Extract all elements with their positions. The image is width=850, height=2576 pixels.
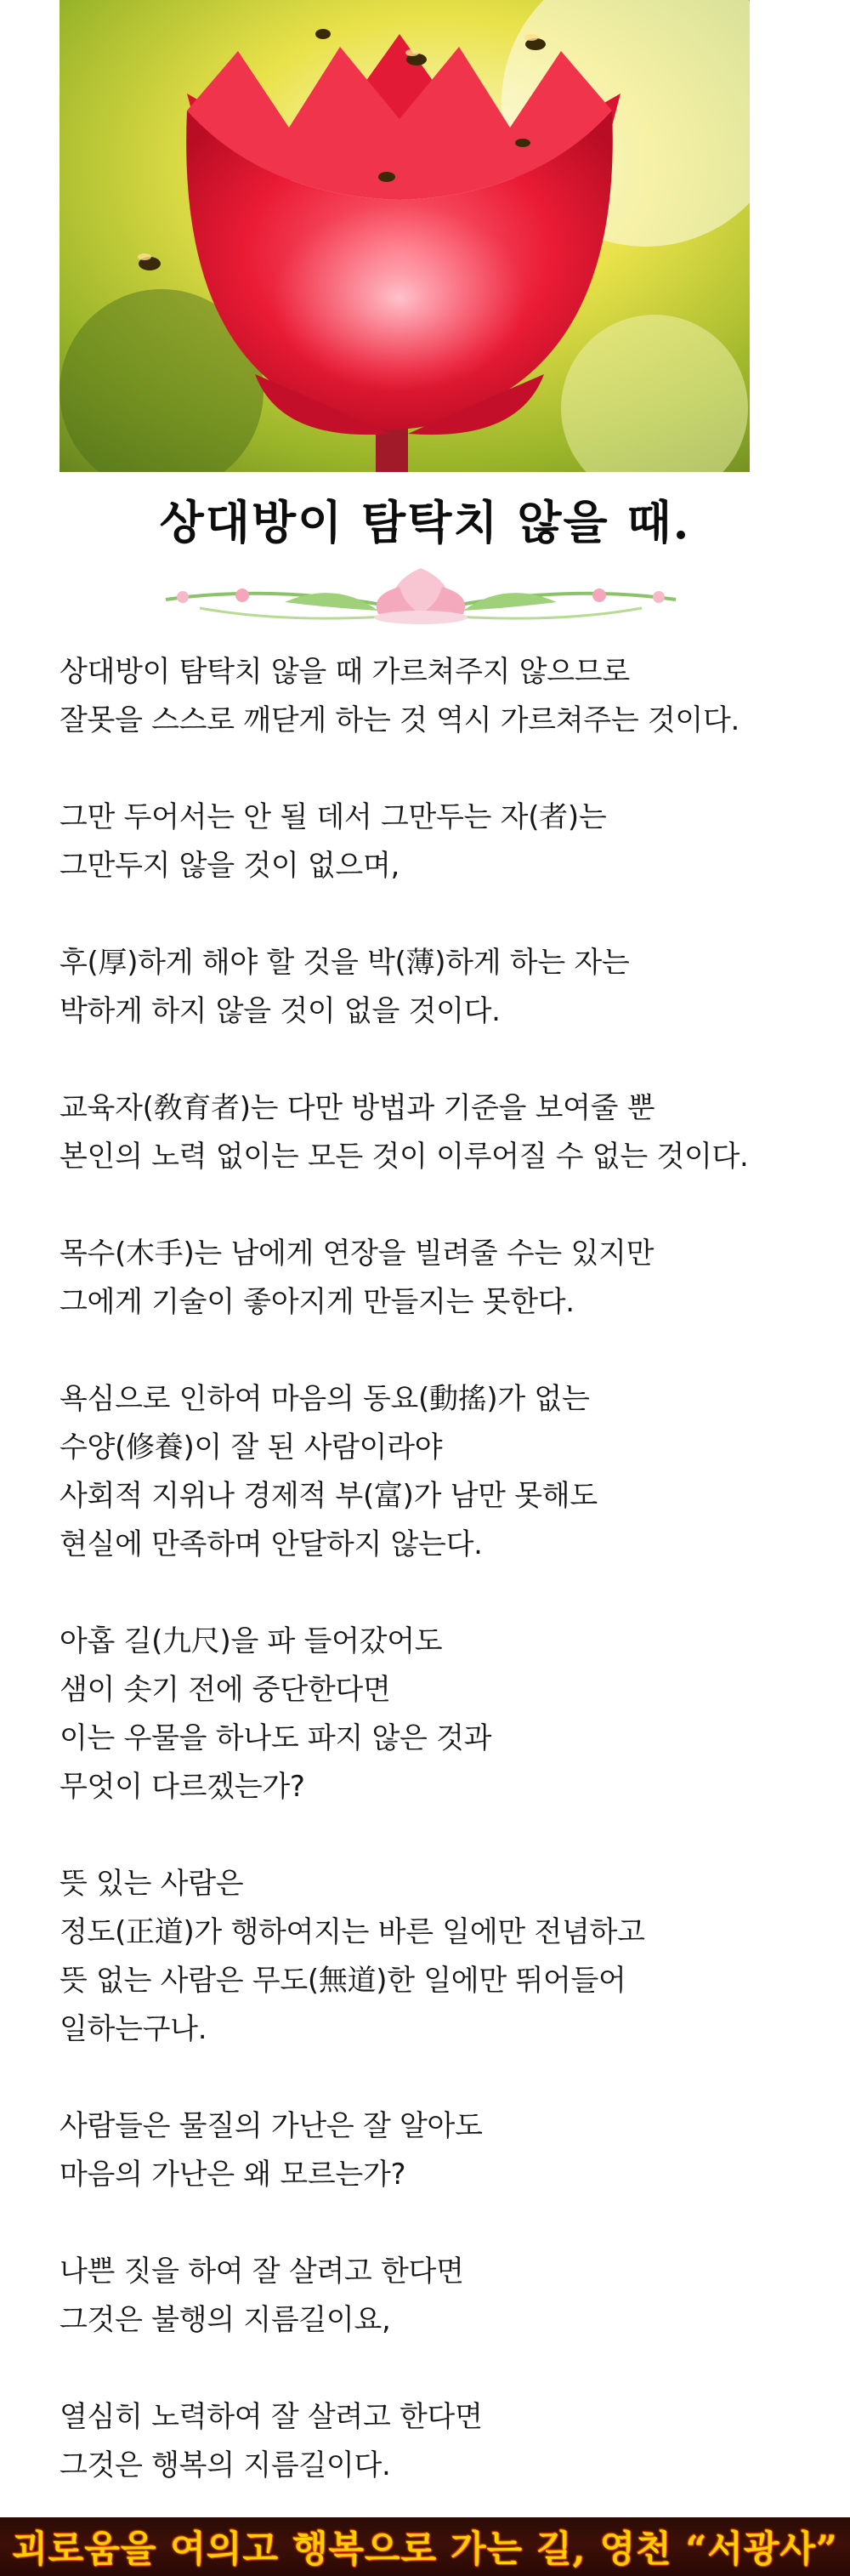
paragraph <box>60 2102 842 2199</box>
text-line: 상대방이 탐탁치 않을 때 가르쳐주지 않으므로 <box>60 655 630 689</box>
paragraph <box>60 2393 842 2490</box>
text-line: 현실에 만족하며 안달하지 않는다. <box>60 1527 483 1561</box>
text-line: 목수(木手)는 남에게 연장을 빌려줄 수는 있지만 <box>60 1237 654 1271</box>
paragraph <box>60 2248 842 2345</box>
text-line: 후(厚)하게 해야 할 것을 박(薄)하게 하는 자는 <box>60 946 630 980</box>
text-line: 마음의 가난은 왜 모르는가? <box>60 2158 406 2192</box>
paragraph <box>60 1375 842 1569</box>
paragraph <box>60 1230 842 1327</box>
text-line: 무엇이 다르겠는가? <box>60 1770 305 1804</box>
text-line: 열심히 노력하여 잘 살려고 한다면 <box>60 2400 483 2434</box>
paragraph <box>60 793 842 890</box>
text-line: 사회적 지위나 경제적 부(富)가 남만 못해도 <box>60 1479 598 1513</box>
text-line: 그것은 행복의 지름길이다. <box>60 2448 391 2482</box>
footer-banner <box>0 2517 850 2576</box>
text-line: 그만두지 않을 것이 없으며, <box>60 849 400 883</box>
text-line: 박하게 하지 않을 것이 없을 것이다. <box>60 994 501 1028</box>
footer-slogan: 괴로움을 여의고 행복으로 가는 길, 영천 “서광사” <box>12 2528 838 2571</box>
page-title: 상대방이 탐탁치 않을 때. <box>159 495 691 549</box>
lotus-flower-illustration <box>60 0 750 472</box>
text-line: 잘못을 스스로 깨닫게 하는 것 역시 가르쳐주는 것이다. <box>60 703 740 737</box>
text-line: 샘이 솟기 전에 중단한다면 <box>60 1673 391 1707</box>
text-line: 일하는구나. <box>60 2012 207 2046</box>
paragraph <box>60 1084 842 1181</box>
text-line: 욕심으로 인하여 마음의 동요(動搖)가 없는 <box>60 1382 590 1416</box>
text-line: 그에게 기술이 좋아지게 만들지는 못한다. <box>60 1285 575 1319</box>
text-line: 아홉 길(九尺)을 파 들어갔어도 <box>60 1624 443 1658</box>
paragraph <box>60 1618 842 1811</box>
lotus-hero-image <box>60 0 750 472</box>
text-line: 본인의 노력 없이는 모든 것이 이루어질 수 없는 것이다. <box>60 1140 749 1174</box>
text-line: 뜻 없는 사람은 무도(無道)한 일에만 뛰어들어 <box>60 1964 626 1998</box>
text-line: 사람들은 물질의 가난은 잘 알아도 <box>60 2109 483 2143</box>
paragraph <box>60 648 842 745</box>
paragraph <box>60 939 842 1036</box>
text-line: 이는 우물을 하나도 파지 않은 것과 <box>60 1721 492 1755</box>
lotus-divider-ornament <box>149 561 693 638</box>
text-line: 정도(正道)가 행하여지는 바른 일에만 전념하고 <box>60 1915 645 1949</box>
paragraph <box>60 1860 842 2054</box>
text-line: 수양(修養)이 잘 된 사람이라야 <box>60 1430 443 1464</box>
text-line: 그만 두어서는 안 될 데서 그만두는 자(者)는 <box>60 800 607 834</box>
text-line: 뜻 있는 사람은 <box>60 1867 244 1901</box>
text-line: 나쁜 짓을 하여 잘 살려고 한다면 <box>60 2255 464 2289</box>
poem-body <box>60 648 842 2539</box>
text-line: 교육자(敎育者)는 다만 방법과 기준을 보여줄 뿐 <box>60 1091 655 1125</box>
text-line: 그것은 불행의 지름길이요, <box>60 2303 391 2337</box>
